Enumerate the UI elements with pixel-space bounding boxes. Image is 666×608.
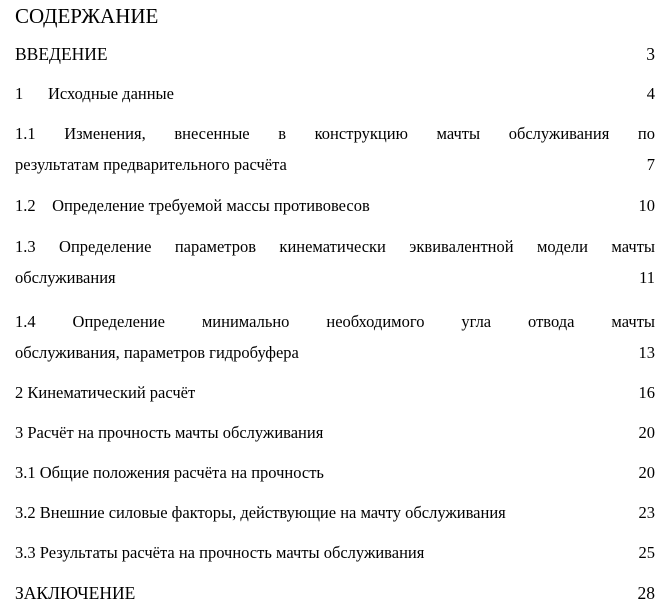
toc-entry-label: 1.2 Определение требуемой массы противовесов: [15, 196, 370, 215]
toc-entry-page: 20: [638, 463, 655, 482]
toc-entry-page: 10: [638, 196, 655, 215]
toc-entry-label: 3.3 Результаты расчёта на прочность мачты обслуживания: [15, 543, 425, 562]
toc-entry-page: 23: [638, 503, 655, 522]
toc-entry-page: 3: [646, 44, 655, 64]
toc-entry-label-line1: 1.1 Изменения, внесенные в конструкцию мачты обслуживания по: [15, 124, 655, 143]
toc-entry-page: 7: [646, 155, 655, 174]
toc-entry-label-line1: 1.4 Определение минимально необходимого угла отвода мачты: [15, 312, 655, 331]
toc-entry-label: 3 Расчёт на прочность мачты обслуживания: [15, 423, 324, 442]
toc-entry-label-line1: 1.3 Определение параметров кинематически эквивалентной модели мачты: [15, 237, 655, 256]
toc-entry-page: 16: [638, 383, 655, 402]
toc-entry-label: 3.2 Внешние силовые факторы, действующие на мачту обслуживания: [15, 503, 506, 522]
toc-entry-label-line2: результатам предварительного расчёта: [15, 155, 287, 174]
toc-entry-label: 1 Исходные данные: [15, 84, 174, 103]
toc-entry-page: 28: [637, 583, 655, 603]
toc-entry-page: 4: [646, 84, 655, 103]
toc-entry-label-line2: обслуживания: [15, 268, 116, 287]
toc-entry-label: 2 Кинематический расчёт: [15, 383, 196, 402]
toc-entry-page: 20: [638, 423, 655, 442]
toc-entry-page: 13: [638, 343, 655, 362]
toc-entry-label: ВВЕДЕНИЕ: [15, 44, 108, 64]
toc-entry-label-line2: обслуживания, параметров гидробуфера: [15, 343, 299, 362]
toc-entry-label: ЗАКЛЮЧЕНИЕ: [15, 583, 136, 603]
toc-entry-page: 25: [638, 543, 655, 562]
toc-title: СОДЕРЖАНИЕ: [15, 4, 159, 28]
toc-entry-page: 11: [639, 268, 655, 287]
toc-entry-label: 3.1 Общие положения расчёта на прочность: [15, 463, 324, 482]
